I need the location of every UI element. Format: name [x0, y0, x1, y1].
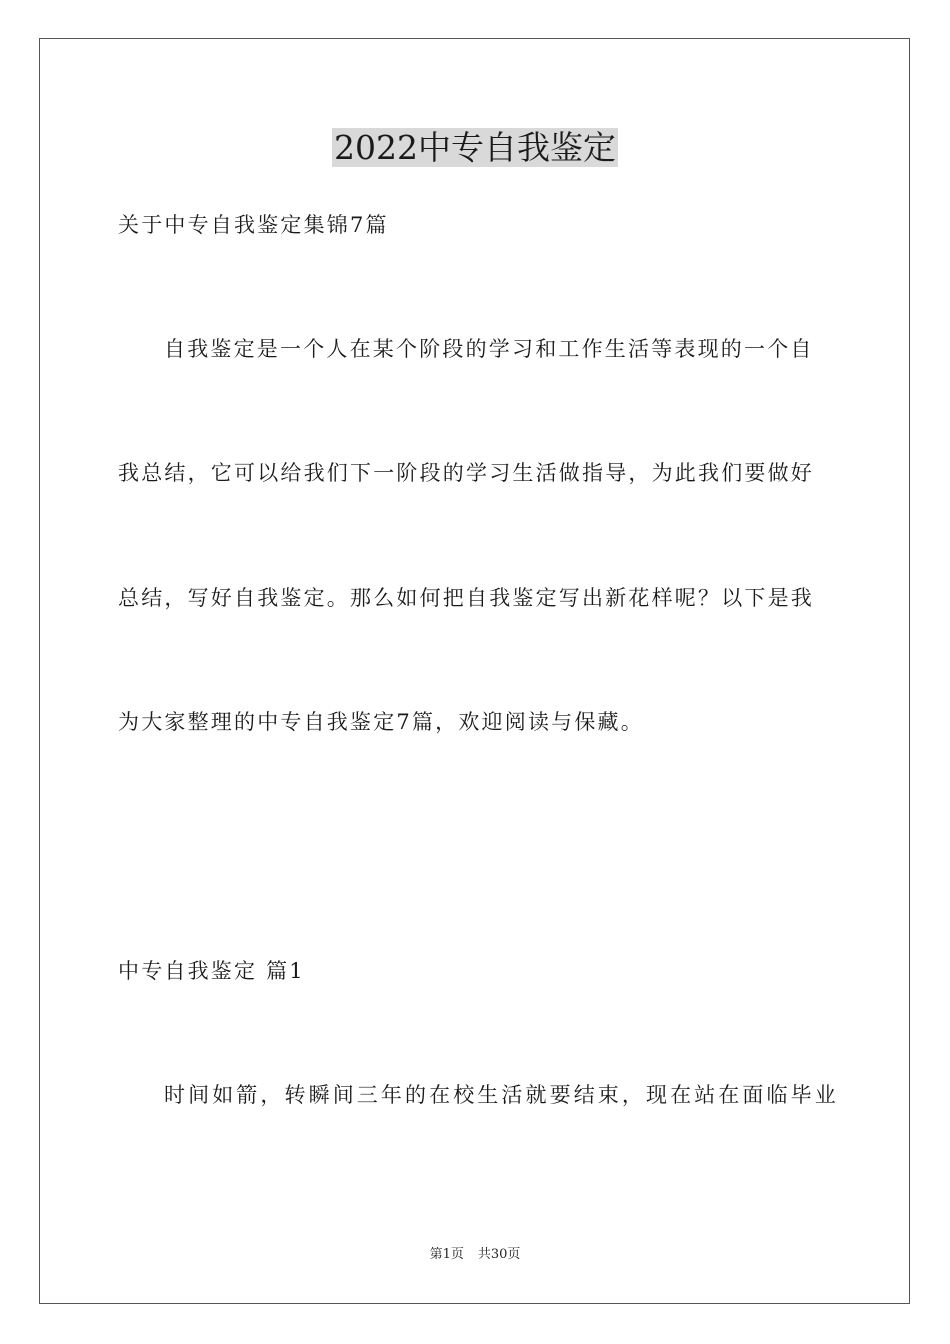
page-footer	[0, 1246, 950, 1264]
document-title	[0, 126, 950, 170]
section-heading: 中专自我鉴定 篇1	[118, 959, 305, 983]
intro-line-4: 为大家整理的中专自我鉴定7篇，欢迎阅读与保藏。	[118, 710, 644, 734]
section-line-1: 时间如箭，转瞬间三年的在校生活就要结束，现在站在面临毕业	[164, 1083, 839, 1107]
page-total: 共30页	[477, 1247, 521, 1262]
document-subtitle: 关于中专自我鉴定集锦7篇	[118, 213, 389, 237]
intro-line-1: 自我鉴定是一个人在某个阶段的学习和工作生活等表现的一个自	[164, 337, 814, 361]
intro-line-2: 我总结，它可以给我们下一阶段的学习生活做指导，为此我们要做好	[118, 461, 814, 485]
page-number: 第1页	[429, 1247, 464, 1262]
document-title-text: 2022中专自我鉴定	[334, 128, 616, 167]
intro-line-3: 总结，写好自我鉴定。那么如何把自我鉴定写出新花样呢？以下是我	[118, 586, 814, 610]
